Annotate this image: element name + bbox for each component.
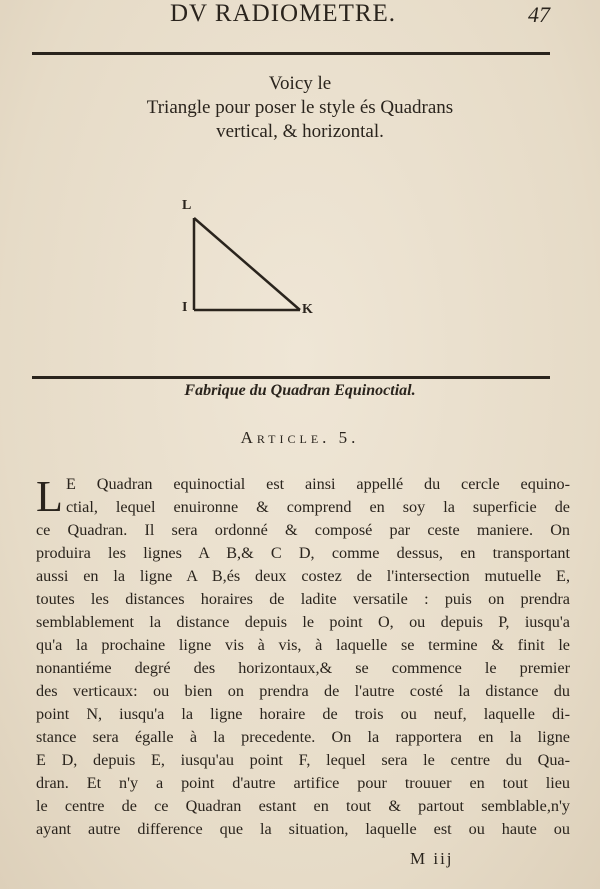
body-line: E Quadran equinoctial est ainsi appellé du cercle equino- xyxy=(66,475,570,493)
caption-line-2: Triangle pour poser le style és Quadrans xyxy=(146,97,454,118)
body-line: qu'a la prochaine ligne vis à vis, à laquelle se termine & finit le xyxy=(36,636,570,654)
article-number: Article. 5. xyxy=(240,428,360,447)
figure-label-top: L xyxy=(182,198,192,213)
body-line: dran. Et n'y a point d'autre artifice pour trouuer en tout lieu xyxy=(36,774,570,792)
caption-line-1: Voicy le xyxy=(268,73,332,94)
figure-label-right: K xyxy=(302,302,313,317)
top-rule xyxy=(32,52,550,55)
body-line: semblablement la distance depuis le point O, ou depuis P, iusqu'a xyxy=(36,613,570,631)
body-line: ce Quadran. Il sera ordonné & composé par ceste maniere. On xyxy=(36,521,570,539)
running-title: DV RADIOMETRE. xyxy=(170,0,397,27)
body-line: le centre de ce Quadran estant en tout & partout semblable,n'y xyxy=(36,797,570,815)
body-line: stance sera égalle à la precedente. On la rapportera en la ligne xyxy=(36,728,570,746)
figure-label-left: I xyxy=(182,300,188,315)
body-line: ctial, lequel enuironne & comprend en soy la superficie de xyxy=(66,498,570,516)
triangle-diagram xyxy=(178,196,328,326)
body-line: nonantiéme degré des horizontaux,& se commence le premier xyxy=(36,659,570,677)
section-heading: Fabrique du Quadran Equinoctial. xyxy=(184,382,416,399)
body-line: des verticaux: ou bien on prendra de l'autre costé la distance du xyxy=(36,682,570,700)
body-line: aussi en la ligne A B,és deux costez de l'intersection mutuelle E, xyxy=(36,567,570,585)
running-head xyxy=(0,0,600,40)
caption-line-3: vertical, & horizontal. xyxy=(216,121,384,142)
body-line: E D, depuis E, iusqu'au point F, lequel sera le centre du Qua- xyxy=(36,751,570,769)
drop-cap: L xyxy=(36,472,63,521)
body-line: point N, iusqu'a la ligne horaire de trois ou neuf, laquelle di- xyxy=(36,705,570,723)
body-line: ayant autre difference que la situation, laquelle est ou haute ou xyxy=(36,820,570,838)
body-line: toutes les distances horaires de ladite versatile : puis on prendra xyxy=(36,590,570,608)
triangle-hypotenuse xyxy=(194,218,300,310)
section-rule xyxy=(32,376,550,379)
body-line: produira les lignes A B,& C D, comme dessus, en transportant xyxy=(36,544,570,562)
signature-mark: M iij xyxy=(410,849,454,868)
page-number: 47 xyxy=(528,2,550,27)
